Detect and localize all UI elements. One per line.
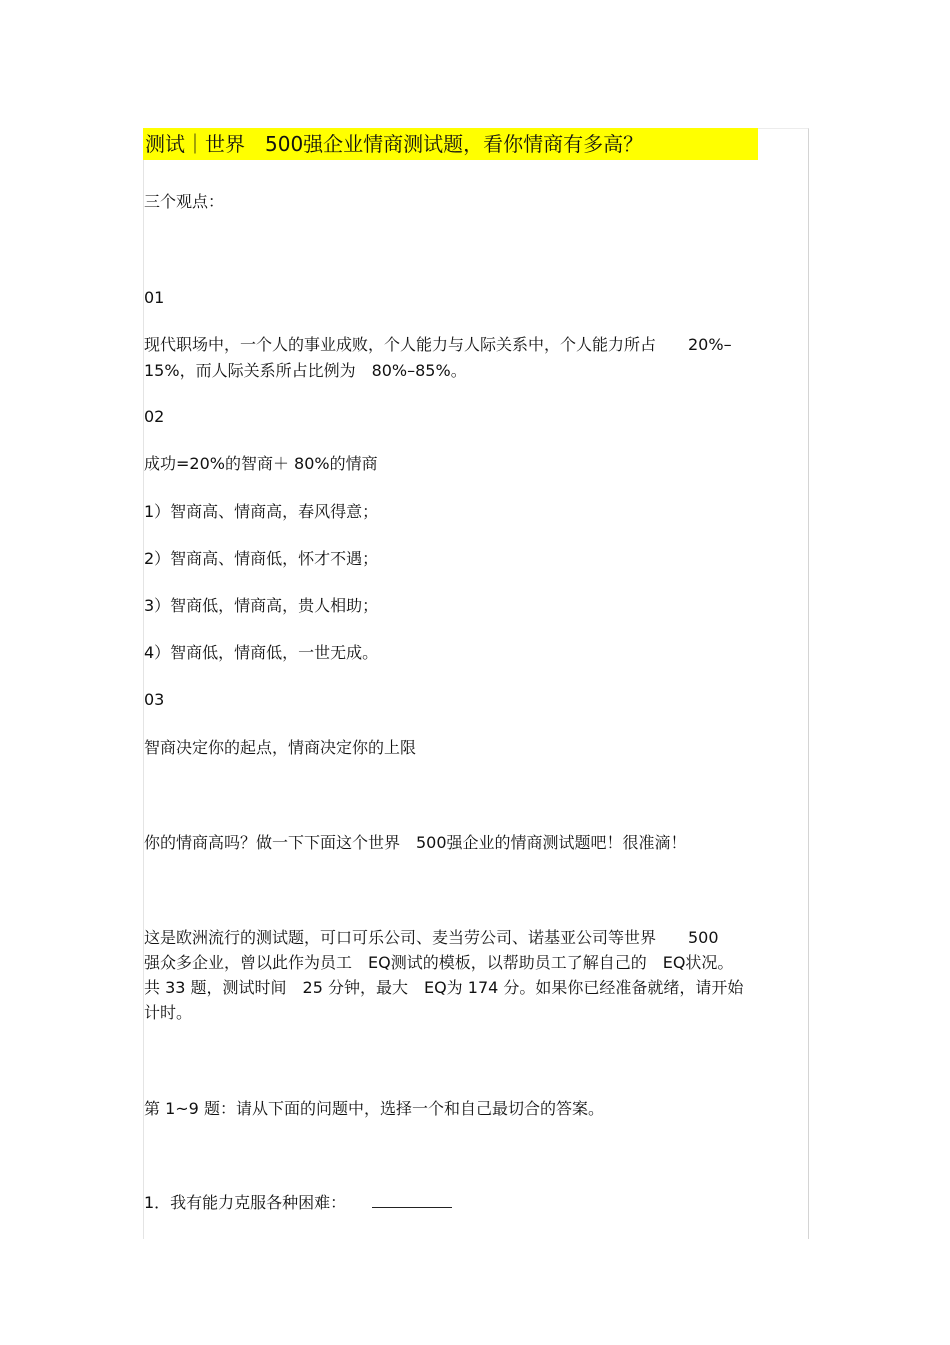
point2-item-3: 3）智商低，情商高，贵人相助； (144, 596, 379, 615)
point2-item-4: 4）智商低，情商低，一世无成。 (144, 643, 379, 662)
invite-text: 你的情商高吗？做一下下面这个世界 500强企业的情商测试题吧！很准滴！ (144, 833, 687, 852)
point2-number: 02 (144, 407, 165, 426)
point3-text: 智商决定你的起点，情商决定你的上限 (144, 738, 417, 757)
description-line-3: 共 33 题，测试时间 25 分钟，最大 EQ为 174 分。如果你已经准备就绪，请开始 (144, 978, 744, 997)
point1-line1: 现代职场中，一个人的事业成败，个人能力与人际关系中，个人能力所占 20%– (144, 335, 732, 354)
point1-number: 01 (144, 288, 165, 307)
page-frame (143, 128, 809, 1239)
point2-item-2: 2）智商高、情商低，怀才不遇； (144, 549, 379, 568)
question-1-text: 1．我有能力克服各种困难： (144, 1193, 347, 1212)
point2-formula: 成功=20%的智商＋ 80%的情商 (144, 454, 378, 473)
point3-number: 03 (144, 690, 165, 709)
question-1 (144, 1191, 452, 1214)
description-line-1: 这是欧洲流行的测试题，可口可乐公司、麦当劳公司、诺基亚公司等世界 500 (144, 928, 719, 947)
document-title: 测试｜世界 500强企业情商测试题，看你情商有多高？ (145, 132, 644, 156)
description-line-4: 计时。 (144, 1003, 193, 1022)
point2-item-1: 1）智商高、情商高，春风得意； (144, 502, 379, 521)
description-line-2: 强众多企业，曾以此作为员工 EQ测试的模板，以帮助员工了解自己的 EQ状况。 (144, 953, 734, 972)
section-instruction: 第 1~9 题：请从下面的问题中，选择一个和自己最切合的答案。 (144, 1099, 604, 1118)
answer-blank[interactable] (372, 1193, 452, 1208)
intro-heading: 三个观点： (144, 192, 225, 211)
point1-line2: 15%，而人际关系所占比例为 80%–85%。 (144, 361, 467, 380)
